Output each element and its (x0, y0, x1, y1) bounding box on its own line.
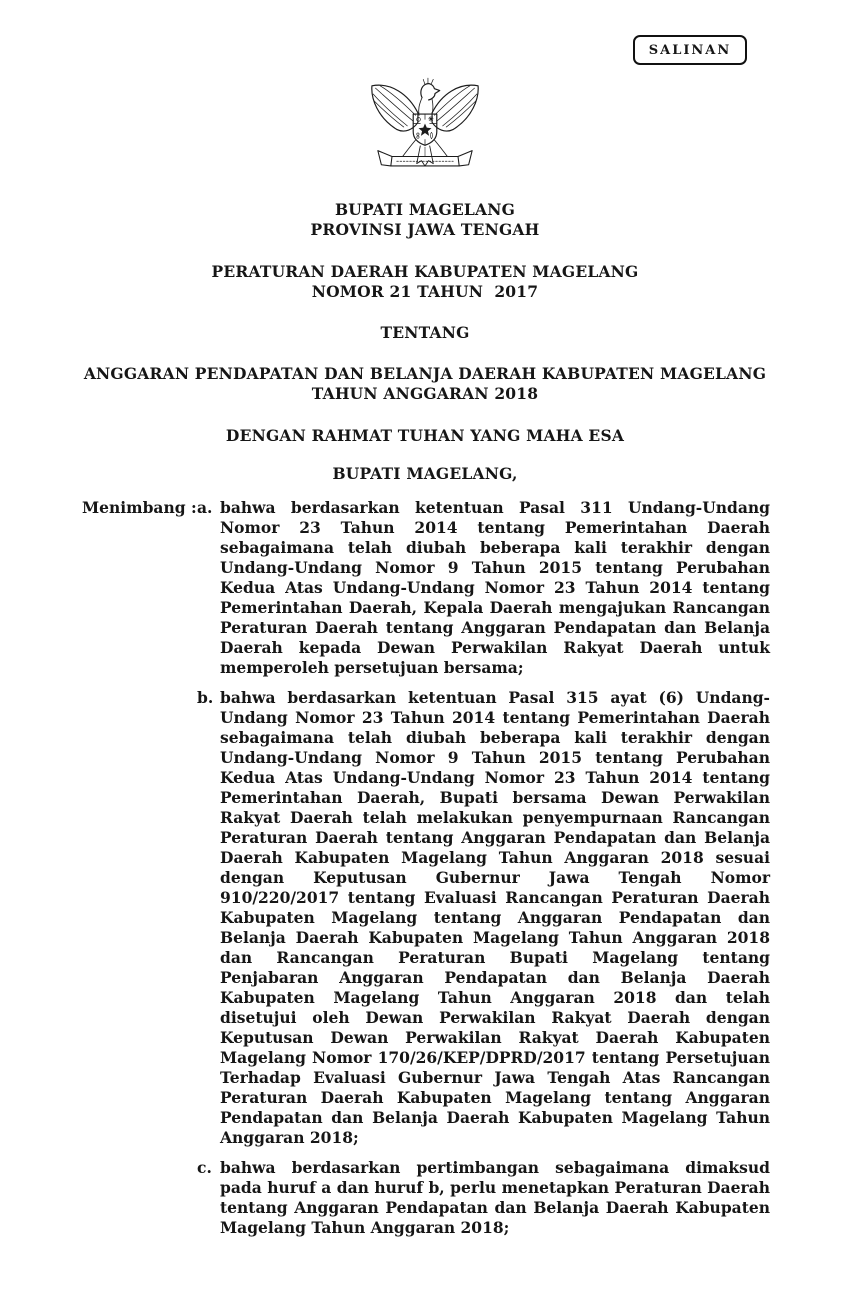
regulation-title: PERATURAN DAERAH KABUPATEN MAGELANG (211, 262, 639, 281)
salinan-stamp-label: SALINAN (648, 42, 732, 58)
garuda-pancasila-emblem-icon (366, 74, 484, 190)
issuer-line: BUPATI MAGELANG, (332, 464, 518, 483)
invocation-line: DENGAN RAHMAT TUHAN YANG MAHA ESA (225, 426, 625, 445)
consideration-item-b (197, 688, 770, 1148)
item-text: bahwa berdasarkan ketentuan Pasal 315 ayat (6) Undang-Undang Nomor 23 Tahun 2014 tentang Pemerintahan Daerah sebagaimana telah diubah beberapa kali terakhir dengan Undang-Undang Nomor 9 Tahun 2015 tentang Perubahan Kedua Atas Undang-Undang Nomor 23 Tahun 2014 tentang Pemerintahan Daerah, Bupati bersama Dewan Perwakilan Rakyat Daerah telah melakukan penyempurnaan Rancangan Peraturan Daerah tentang Anggaran Pendapatan dan Belanja Daerah Kabupaten Magelang Tahun Anggaran 2018 sesuai dengan Keputusan Gubernur Jawa Tengah Nomor 910/220/2017 tentang Evaluasi Rancangan Peraturan Daerah Kabupaten Magelang tentang Anggaran Pendapatan dan Belanja Daerah Kabupaten Magelang Tahun Anggaran 2018 dan Rancangan Peraturan Bupati Magelang tentang Penjabaran Anggaran Pendapatan dan Belanja Daerah Kabupaten Magelang Tahun Anggaran 2018 dan telah disetujui oleh Dewan Perwakilan Rakyat Daerah dengan Keputusan Dewan Perwakilan Rakyat Daerah Kabupaten Magelang Nomor 170/26/KEP/DPRD/2017 tentang Persetujuan Terhadap Evaluasi Gubernur Jawa Tengah Atas Rancangan Peraturan Daerah Kabupaten Magelang tentang Anggaran Pendapatan dan Belanja Daerah Kabupaten Magelang Tahun Anggaran 2018; (220, 688, 770, 1147)
item-text: bahwa berdasarkan ketentuan Pasal 311 Undang-Undang Nomor 23 Tahun 2014 tentang Pemerintahan Daerah sebagaimana telah diubah beberapa kali terakhir dengan Undang-Undang Nomor 9 Tahun 2015 tentang Perubahan Kedua Atas Undang-Undang Nomor 23 Tahun 2014 tentang Pemerintahan Daerah, Kepala Daerah mengajukan Rancangan Peraturan Daerah tentang Anggaran Pendapatan dan Belanja Daerah kepada Dewan Perwakilan Rakyat Daerah untuk memperoleh persetujuan bersama; (220, 498, 770, 677)
item-marker: b. (197, 688, 214, 707)
item-marker: a. (197, 498, 213, 517)
consideration-item-a (197, 498, 770, 678)
considerations-label: Menimbang : (82, 498, 197, 517)
emblem-wrap (0, 0, 850, 190)
subject-line1: ANGGARAN PENDAPATAN DAN BELANJA DAERAH KABUPATEN MAGELANG (83, 364, 767, 383)
authority-heading (0, 200, 850, 240)
subject-heading (0, 364, 850, 404)
salinan-stamp (633, 35, 747, 65)
consideration-item-c (197, 1158, 770, 1238)
regulation-number: NOMOR 21 TAHUN 2017 (311, 282, 539, 301)
regulation-heading (0, 262, 850, 302)
authority-line1: BUPATI MAGELANG (334, 200, 516, 219)
subject-line2: TAHUN ANGGARAN 2018 (311, 384, 539, 403)
about-label: TENTANG (380, 323, 470, 342)
considerations-section (82, 498, 770, 1238)
considerations-list (197, 498, 770, 1238)
authority-line2: PROVINSI JAWA TENGAH (310, 220, 540, 239)
item-marker: c. (197, 1158, 212, 1177)
item-text: bahwa berdasarkan pertimbangan sebagaimana dimaksud pada huruf a dan huruf b, perlu menetapkan Peraturan Daerah tentang Anggaran Pendapatan dan Belanja Daerah Kabupaten Magelang Tahun Anggaran 2018; (220, 1158, 770, 1237)
